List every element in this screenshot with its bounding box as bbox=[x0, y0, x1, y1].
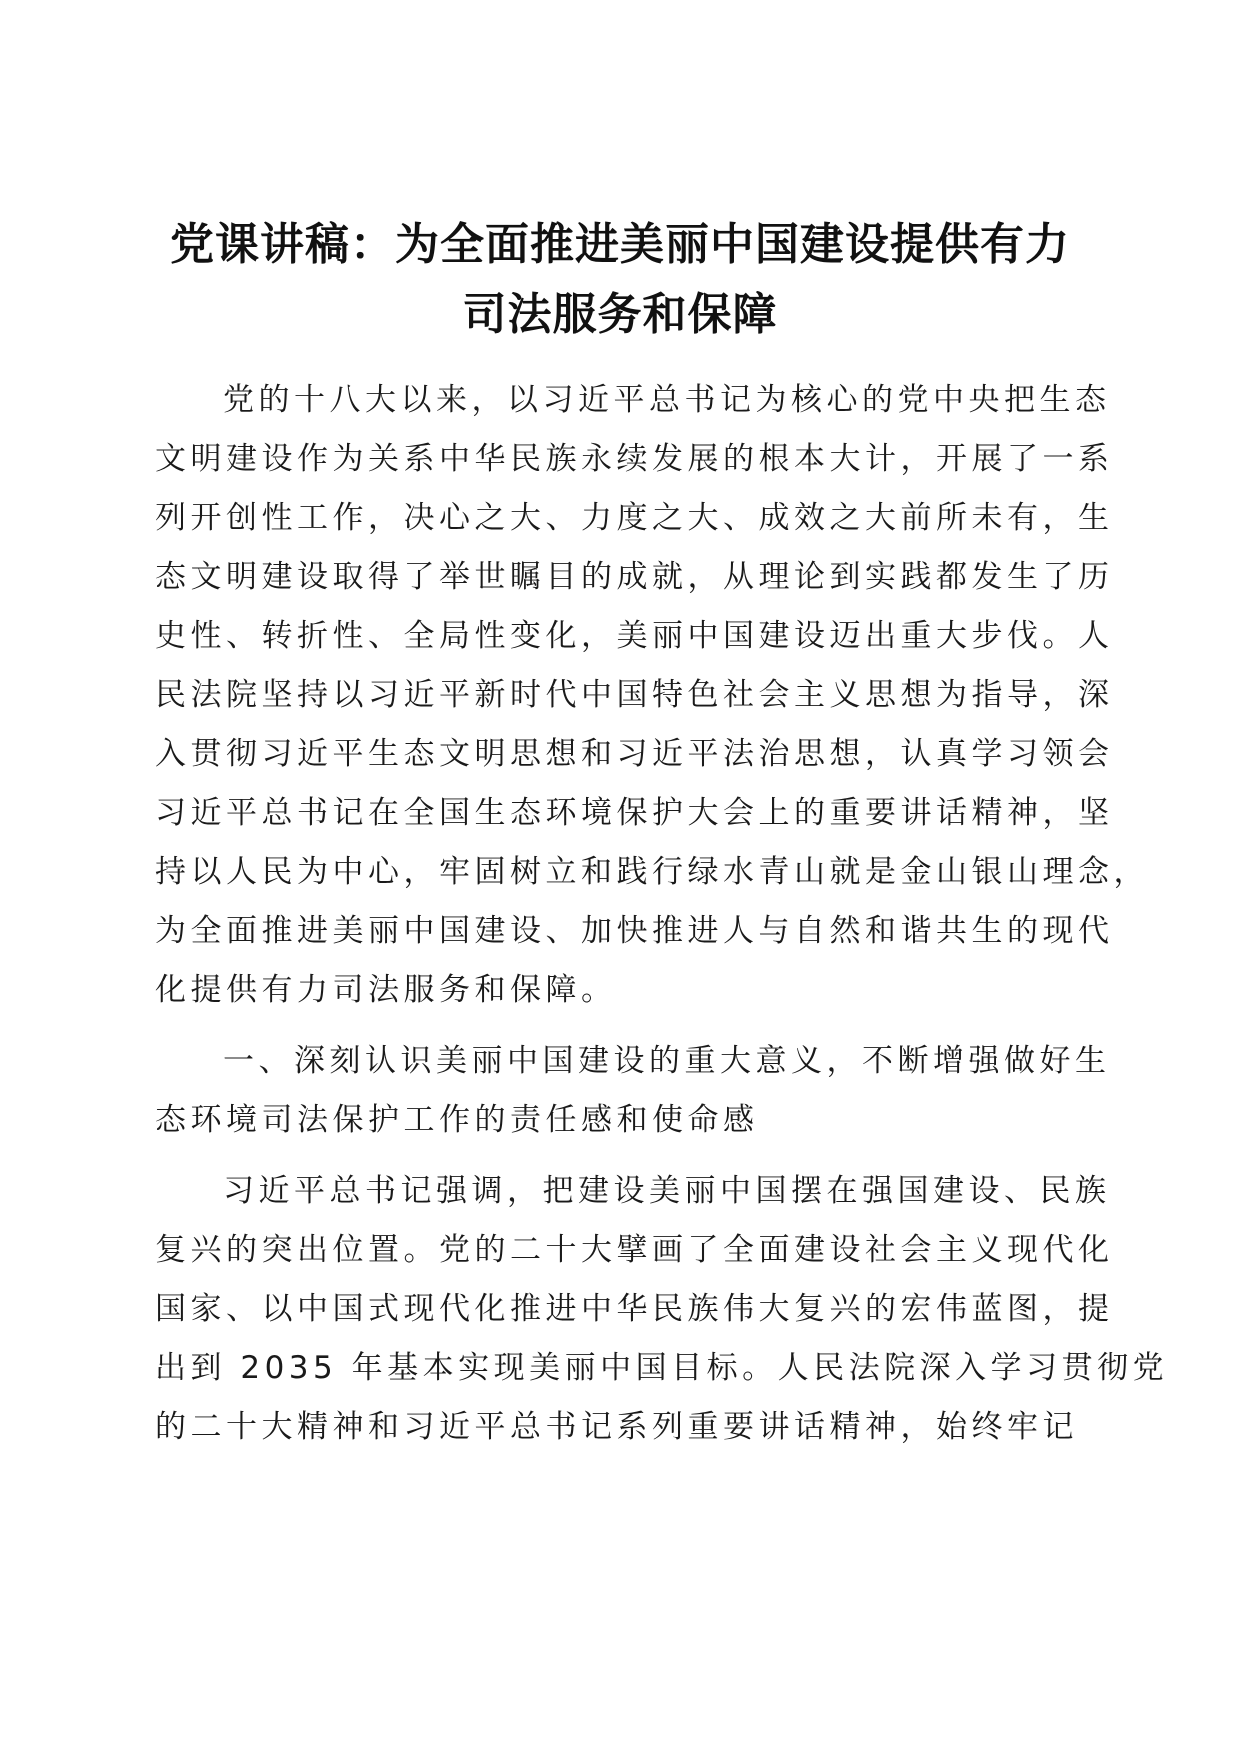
body-line-10: 为全面推进美丽中国建设、加快推进人与自然和谐共生的现代 bbox=[155, 913, 1114, 949]
body-line-9: 持以人民为中心，牢固树立和践行绿水青山就是金山银山理念， bbox=[155, 854, 1149, 890]
body-line-1: 党的十八大以来，以习近平总书记为核心的党中央把生态 bbox=[223, 382, 1111, 418]
section-heading-line-2: 态环境司法保护工作的责任感和使命感 bbox=[155, 1102, 759, 1138]
body-line-3: 列开创性工作，决心之大、力度之大、成效之大前所未有，生 bbox=[155, 500, 1114, 536]
document-title bbox=[150, 210, 1090, 350]
title-line-1: 党课讲稿：为全面推进美丽中国建设提供有力 bbox=[170, 219, 1070, 270]
body-line-13: 复兴的突出位置。党的二十大擘画了全面建设社会主义现代化 bbox=[155, 1232, 1114, 1268]
title-line-2: 司法服务和保障 bbox=[462, 289, 778, 340]
body-line-11: 化提供有力司法服务和保障。 bbox=[155, 972, 617, 1008]
body-line-4: 态文明建设取得了举世瞩目的成就，从理论到实践都发生了历 bbox=[155, 559, 1114, 595]
body-line-14: 国家、以中国式现代化推进中华民族伟大复兴的宏伟蓝图，提 bbox=[155, 1291, 1114, 1327]
body-line-12: 习近平总书记强调，把建设美丽中国摆在强国建设、民族 bbox=[223, 1173, 1111, 1209]
body-line-16: 的二十大精神和习近平总书记系列重要讲话精神，始终牢记 bbox=[155, 1409, 1078, 1445]
body-line-15: 出到 2035 年基本实现美丽中国目标。人民法院深入学习贯彻党 bbox=[155, 1350, 1169, 1386]
body-line-5: 史性、转折性、全局性变化，美丽中国建设迈出重大步伐。人 bbox=[155, 618, 1114, 654]
body-line-8: 习近平总书记在全国生态环境保护大会上的重要讲话精神，坚 bbox=[155, 795, 1114, 831]
body-line-6: 民法院坚持以习近平新时代中国特色社会主义思想为指导，深 bbox=[155, 677, 1114, 713]
body-line-2: 文明建设作为关系中华民族永续发展的根本大计，开展了一系 bbox=[155, 441, 1114, 477]
section-heading-line-1: 一、深刻认识美丽中国建设的重大意义，不断增强做好生 bbox=[223, 1043, 1111, 1079]
body-line-7: 入贯彻习近平生态文明思想和习近平法治思想，认真学习领会 bbox=[155, 736, 1114, 772]
